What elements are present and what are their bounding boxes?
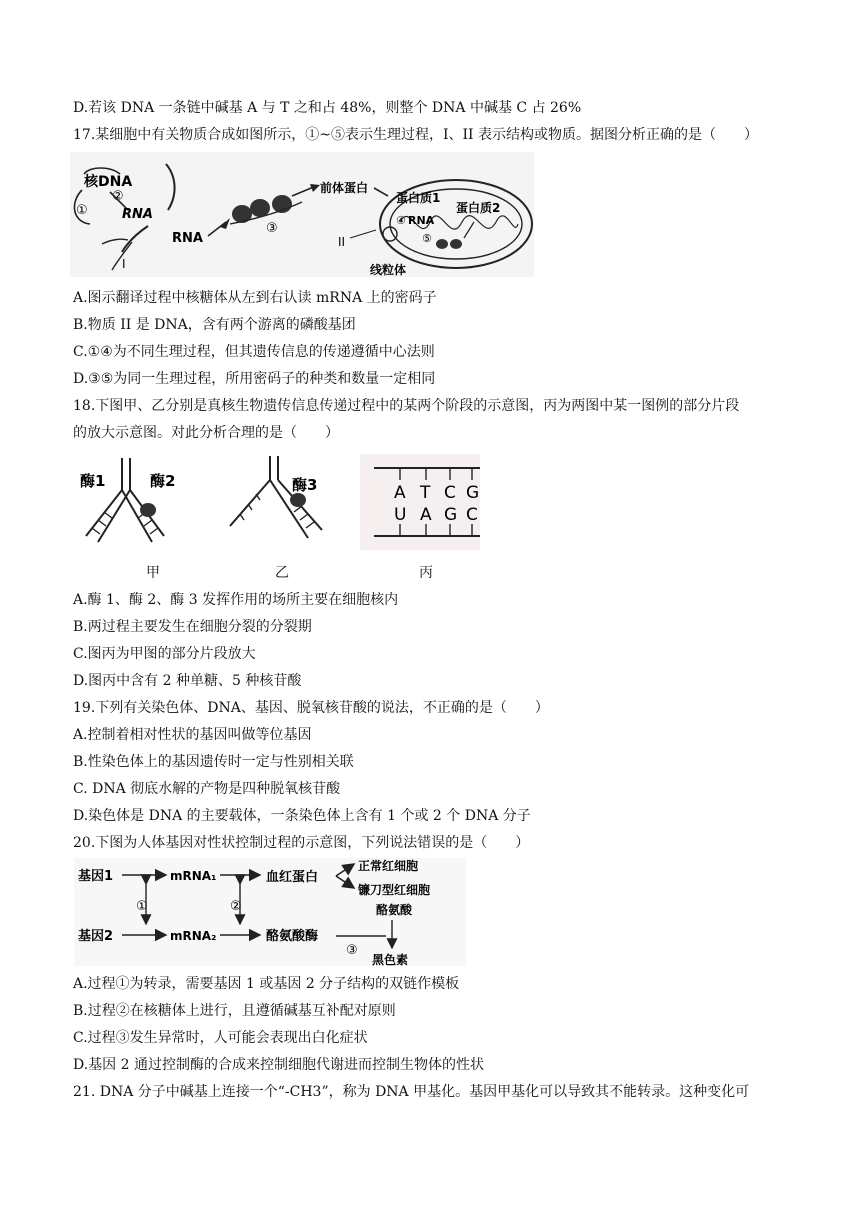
fig18-bottom-base-2: A: [420, 505, 432, 525]
fig17-mitochondrion-label: 线粒体: [370, 263, 407, 277]
fig17-num-2: ②: [112, 189, 124, 204]
fig18-jia-replication: [80, 458, 175, 542]
q18-option-b: B.两过程主要发生在细胞分裂的分裂期: [73, 619, 312, 635]
fig18-caption-jia: 甲: [146, 565, 160, 581]
q17-option-d: D.③⑤为同一生理过程，所用密码子的种类和数量一定相同: [73, 371, 436, 387]
fig18-enzyme-3: 酶3: [292, 476, 318, 494]
fig17-rna-2: RNA: [172, 231, 203, 246]
q21-stem: 21. DNA 分子中碱基上连接一个“-CH3”，称为 DNA 甲基化。基因甲基化可以导致其不能转录。这种变化可: [73, 1084, 750, 1100]
fig17-rna-3: RNA: [408, 214, 435, 227]
q18-figure: [70, 454, 480, 552]
q18-option-c: C.图丙为甲图的部分片段放大: [73, 646, 256, 662]
fig18-bing-enlarged: [360, 454, 480, 550]
fig20-tyrosinase: 酪氨酸酶: [266, 929, 319, 944]
fig20-gene-1: 基因1: [78, 869, 114, 884]
fig18-top-base-2: T: [420, 483, 431, 503]
q19-option-a: A.控制着相对性状的基因叫做等位基因: [73, 727, 312, 743]
fig20-mrna-1: mRNA₁: [170, 869, 217, 883]
q17-figure: [70, 152, 534, 277]
fig20-num-3: ③: [346, 943, 358, 958]
q18-option-d: D.图丙中含有 2 种单糖、5 种核苷酸: [73, 673, 302, 689]
q18-stem-line-2: 的放大示意图。对此分析合理的是（ ）: [73, 425, 339, 441]
q17-stem: 17.某细胞中有关物质合成如图所示，①~⑤表示生理过程，I、II 表示结构或物质。据图分析正确的是（ ）: [73, 127, 759, 143]
fig18-bottom-base-4: C: [466, 505, 478, 525]
fig17-num-3: ③: [266, 221, 278, 236]
fig17-num-4: ④: [396, 214, 406, 227]
fig20-mrna-2: mRNA₂: [170, 929, 217, 943]
fig17-nuclear-dna: 核DNA: [84, 174, 133, 190]
fig18-yi-transcription: [230, 456, 322, 538]
q20-option-d: D.基因 2 通过控制酶的合成来控制细胞代谢进而控制生物体的性状: [73, 1057, 484, 1073]
fig18-caption-bing: 丙: [419, 565, 433, 581]
q20-stem: 20.下图为人体基因对性状控制过程的示意图，下列说法错误的是（ ）: [73, 835, 530, 851]
fig17-num-5: ⑤: [422, 232, 432, 245]
q20-option-b: B.过程②在核糖体上进行，且遵循碱基互补配对原则: [73, 1003, 396, 1019]
fig17-roman-1: I: [122, 257, 126, 271]
fig18-bottom-base-3: G: [444, 505, 458, 525]
q19-option-d: D.染色体是 DNA 的主要载体，一条染色体上含有 1 个或 2 个 DNA 分子: [73, 808, 531, 824]
fig20-num-1: ①: [136, 899, 148, 914]
fig18-caption-yi: 乙: [275, 565, 289, 581]
fig17-precursor-protein: 前体蛋白: [320, 181, 369, 195]
q18-stem-line-1: 18.下图甲、乙分别是真核生物遗传信息传递过程中的某两个阶段的示意图，丙为两图中某一图例的部分片段: [73, 398, 740, 414]
fig17-roman-2: II: [338, 235, 346, 249]
fig17-rna-1: RNA: [122, 207, 153, 222]
fig20-tyrosine: 酪氨酸: [376, 903, 413, 917]
q17-option-a: A.图示翻译过程中核糖体从左到右认读 mRNA 上的密码子: [73, 290, 437, 306]
fig17-num-1: ①: [76, 203, 88, 218]
q16-option-d: D.若该 DNA 一条链中碱基 A 与 T 之和占 48%，则整个 DNA 中碱基 C 占 26%: [73, 100, 582, 116]
fig20-hemoglobin: 血红蛋白: [266, 870, 319, 885]
q17-option-c: C.①④为不同生理过程，但其遗传信息的传递遵循中心法则: [73, 344, 435, 360]
q18-option-a: A.酶 1、酶 2、酶 3 发挥作用的场所主要在细胞核内: [73, 592, 399, 608]
fig20-sickle-rbc: 镰刀型红细胞: [358, 883, 431, 897]
fig20-normal-rbc: 正常红细胞: [358, 859, 419, 873]
fig20-melanin: 黑色素: [372, 953, 409, 966]
fig18-top-base-3: C: [444, 483, 456, 503]
q19-option-c: C. DNA 彻底水解的产物是四种脱氧核苷酸: [73, 781, 341, 797]
q19-option-b: B.性染色体上的基因遗传时一定与性别相关联: [73, 754, 354, 770]
fig20-gene-2: 基因2: [78, 929, 114, 944]
fig18-enzyme-1: 酶1: [80, 472, 106, 490]
q20-option-c: C.过程③发生异常时，人可能会表现出白化症状: [73, 1030, 368, 1046]
fig18-top-base-4: G: [466, 483, 480, 503]
q20-option-a: A.过程①为转录，需要基因 1 或基因 2 分子结构的双链作模板: [73, 976, 460, 992]
fig18-top-base-1: A: [394, 483, 406, 503]
fig17-protein-1: 蛋白质1: [396, 191, 441, 205]
fig18-enzyme-2: 酶2: [150, 472, 176, 490]
q19-stem: 19.下列有关染色体、DNA、基因、脱氧核苷酸的说法，不正确的是（ ）: [73, 700, 549, 716]
q17-option-b: B.物质 II 是 DNA，含有两个游离的磷酸基团: [73, 317, 356, 333]
fig20-num-2: ②: [230, 899, 242, 914]
fig18-bottom-base-1: U: [394, 505, 407, 525]
q20-figure: [74, 858, 466, 966]
fig17-protein-2: 蛋白质2: [456, 201, 501, 215]
